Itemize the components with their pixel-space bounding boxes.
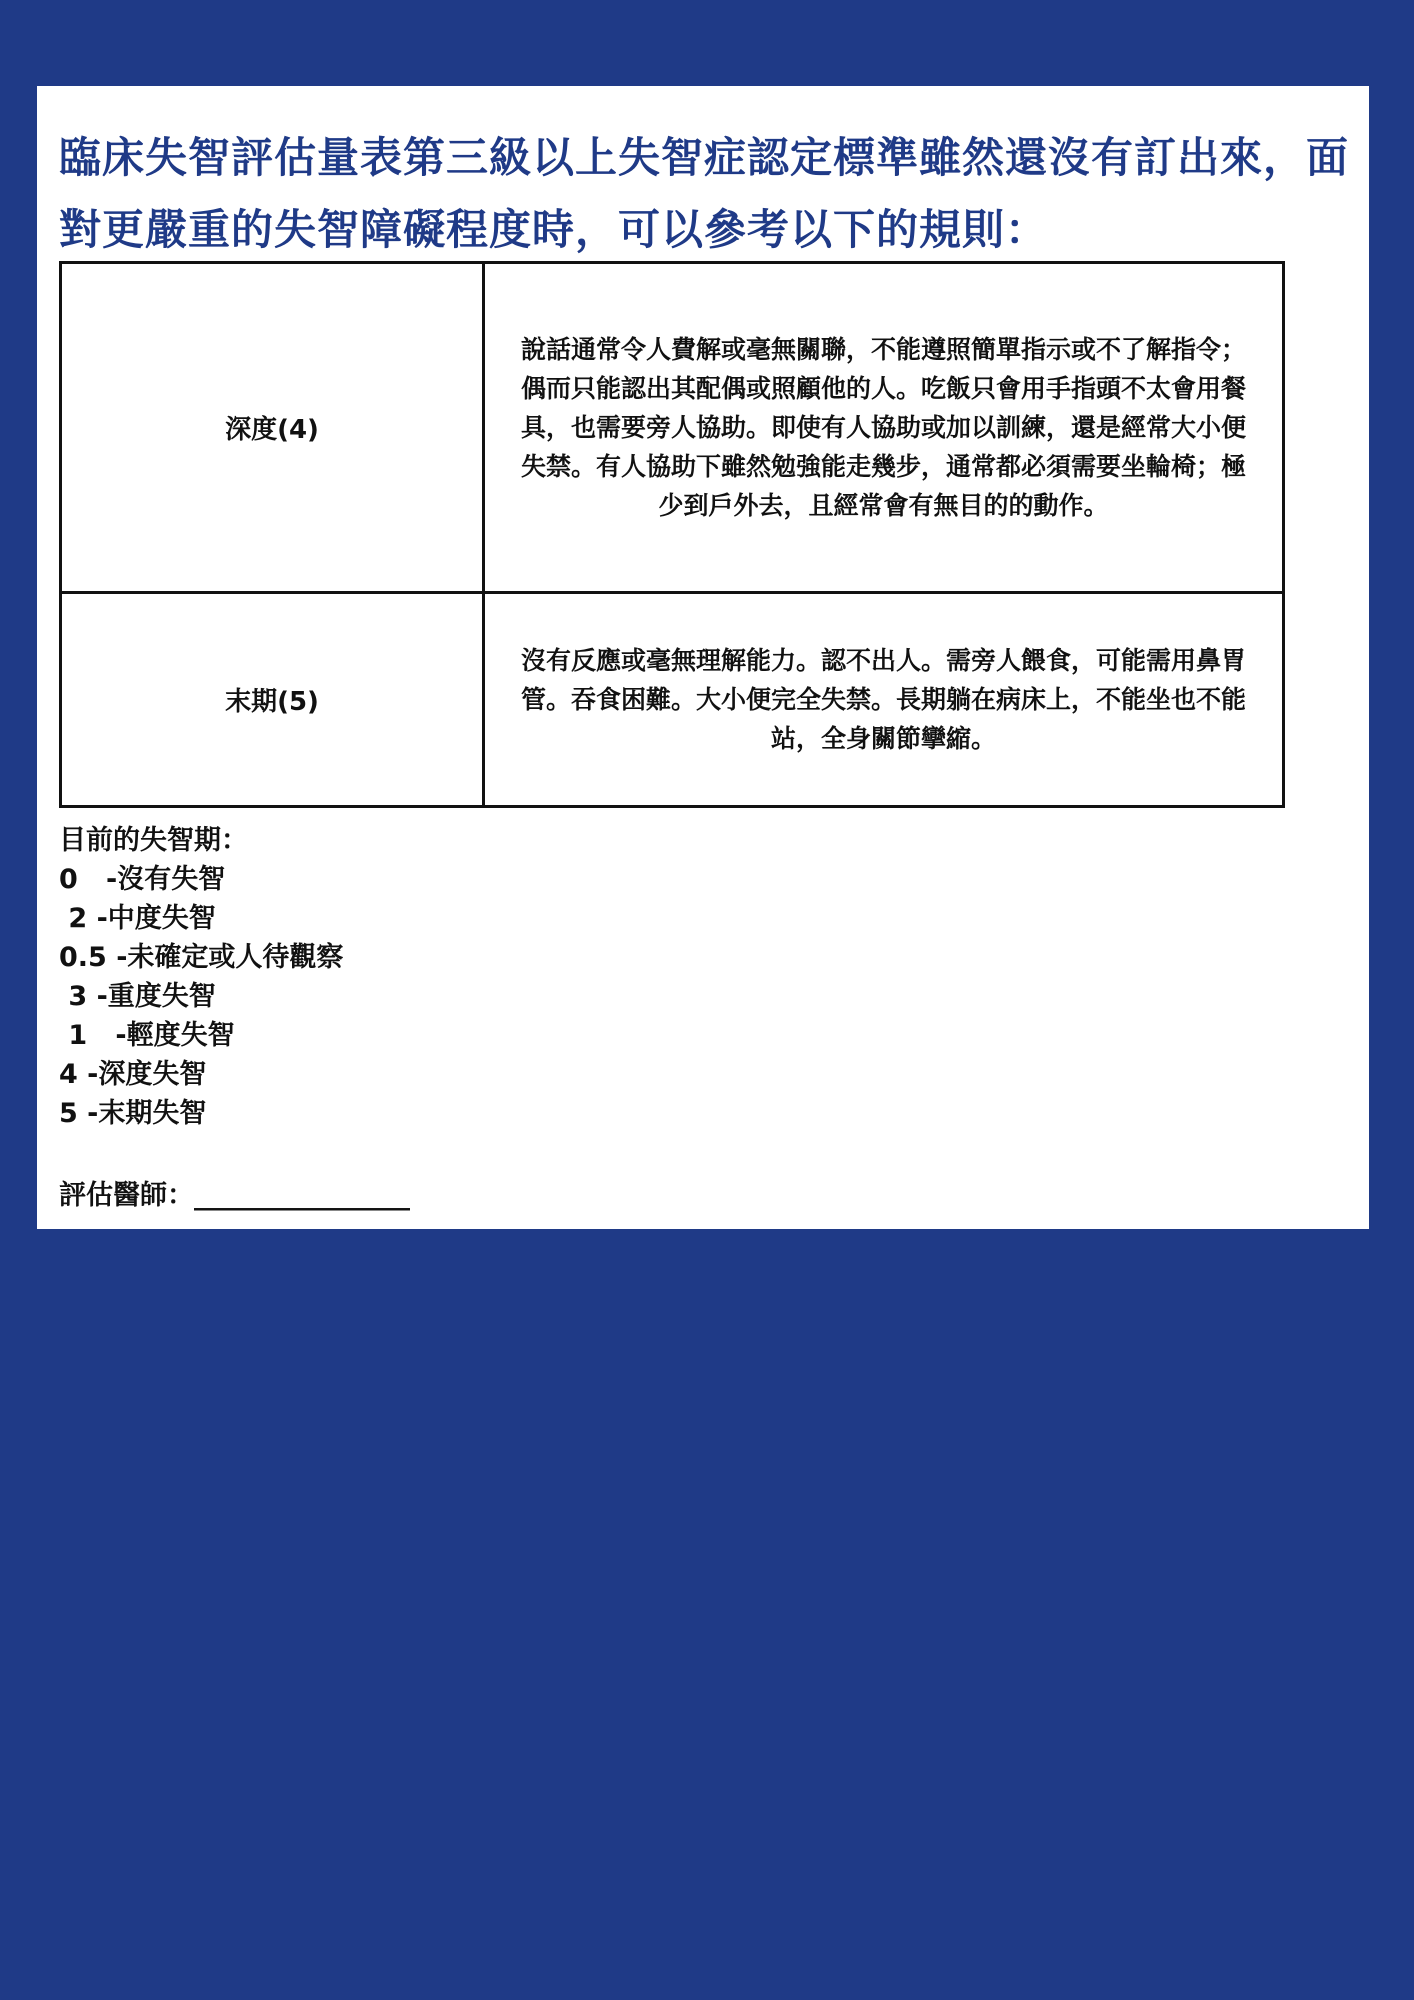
table-row: [61, 263, 1284, 593]
table-row: [61, 593, 1284, 807]
page-title: 臨床失智評估量表第三級以上失智症認定標準雖然還沒有訂出來，面對更嚴重的失智障礙程度時，可以參考以下的規則：: [59, 133, 1350, 254]
doctor-signature-blank: ________________: [194, 1180, 410, 1211]
current-stage-list: [59, 821, 343, 1133]
dementia-stage-table: [59, 261, 1285, 808]
stage-name-cell: 深度(4): [61, 263, 484, 593]
doctor-label: 評估醫師：: [59, 1180, 194, 1211]
list-item: 2 -中度失智: [59, 903, 216, 934]
list-item: 5 -末期失智: [59, 1098, 207, 1129]
stage-description-cell: 說話通常令人費解或毫無關聯，不能遵照簡單指示或不了解指令；偶而只能認出其配偶或照顧他的人。吃飯只會用手指頭不太會用餐具，也需要旁人協助。即使有人協助或加以訓練，還是經常大小便失禁。有人協助下雖然勉強能走幾步，通常都必須需要坐輪椅；極少到戶外去，且經常會有無目的的動作。: [484, 263, 1284, 593]
doctor-signature-line: [59, 1176, 410, 1215]
current-stage-label: 目前的失智期：: [59, 825, 248, 856]
stage-description-cell: 沒有反應或毫無理解能力。認不出人。需旁人餵食，可能需用鼻胃管。吞食困難。大小便完全失禁。長期躺在病床上，不能坐也不能站，全身關節攣縮。: [484, 593, 1284, 807]
list-item: 3 -重度失智: [59, 981, 216, 1012]
list-item: 4 -深度失智: [59, 1059, 207, 1090]
list-item: 0.5 -未確定或人待觀察: [59, 942, 344, 973]
document-page: [37, 86, 1369, 1229]
list-item: 0 -沒有失智: [59, 864, 226, 895]
stage-name-cell: 末期(5): [61, 593, 484, 807]
list-item: 1 -輕度失智: [59, 1020, 235, 1051]
